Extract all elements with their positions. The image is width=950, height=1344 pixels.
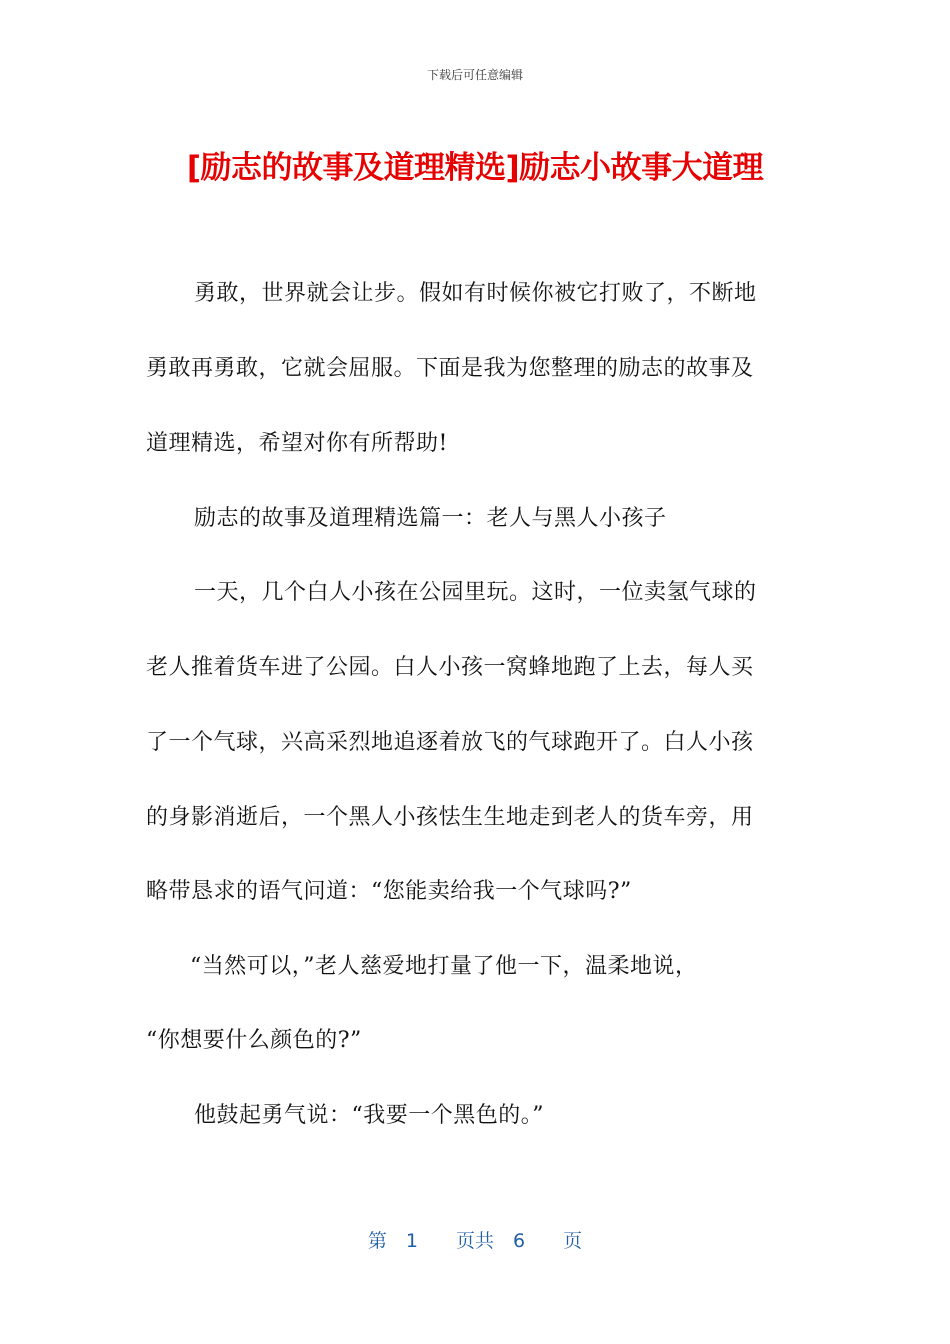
header-note: 下载后可任意编辑 [426,68,523,82]
paragraph-line: 老人推着货车进了公园。白人小孩一窝蜂地跑了上去，每人买 [146,655,754,680]
paragraph-line: “当然可以，”老人慈爱地打量了他一下，温柔地说， [190,954,698,979]
paragraph-line: 勇敢再勇敢，它就会屈服。下面是我为您整理的励志的故事及 [146,356,754,381]
document-title: [励志的故事及道理精选]励志小故事大道理 [186,150,764,186]
paragraph-line: “你想要什么颜色的?” [146,1028,362,1053]
paragraph-line: 勇敢，世界就会让步。假如有时候你被它打败了，不断地 [194,281,757,306]
paragraph-line: 一天，几个白人小孩在公园里玩。这时，一位卖氢气球的 [194,580,757,605]
paragraph-line: 道理精选，希望对你有所帮助! [146,431,448,456]
page-footer: 第 1 页共 6 页 [367,1230,583,1252]
paragraph-line: 他鼓起勇气说：“我要一个黑色的。” [194,1103,544,1128]
paragraph-line: 的身影消逝后，一个黑人小孩怯生生地走到老人的货车旁，用 [146,805,754,830]
paragraph-line: 了一个气球，兴高采烈地追逐着放飞的气球跑开了。白人小孩 [146,730,754,755]
paragraph-line: 略带恳求的语气问道：“您能卖给我一个气球吗?” [146,879,632,904]
section-heading: 励志的故事及道理精选篇一：老人与黑人小孩子 [194,506,667,531]
